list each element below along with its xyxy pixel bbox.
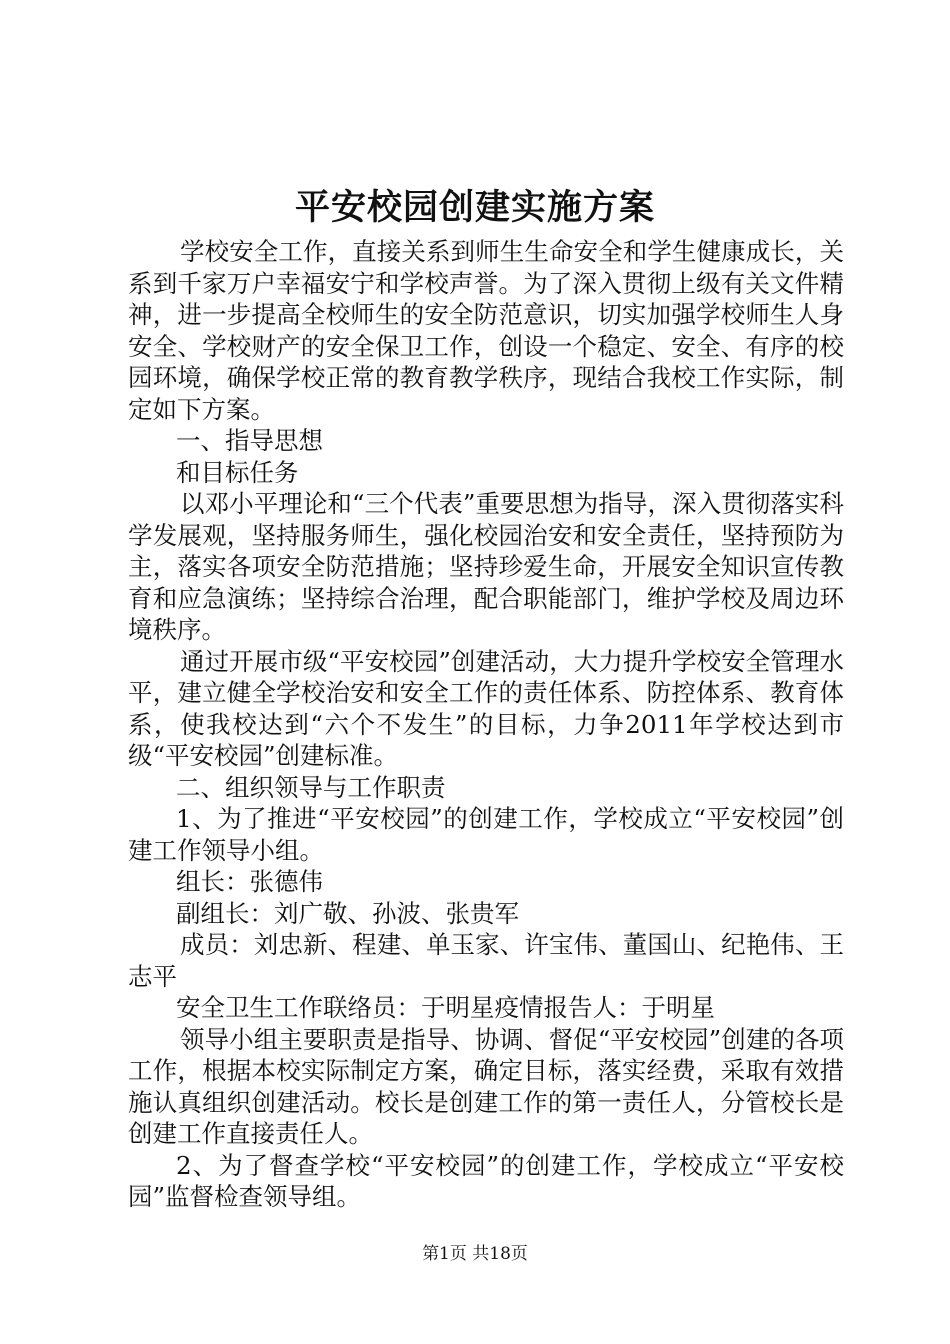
paragraph-duties: 领导小组主要职责是指导、协调、督促“平安校园”创建的各项工作，根据本校实际制定方案，确定目标，落实经费，采取有效措施认真组织创建活动。校长是创建工作的第一责任人，分管校长是创建工作直接责任人。 [128,1024,844,1148]
deputy-leader-line: 副组长：刘广敬、孙波、张贵军 [176,898,519,928]
document-body [128,236,844,1213]
section-heading-2: 二、组织领导与工作职责 [176,772,446,802]
paragraph-goal: 通过开展市级“平安校园”创建活动，大力提升学校安全管理水平，建立健全学校治安和安全工作的责任体系、防控体系、教育体系，使我校达到“六个不发生”的目标，力争2011年学校达到市级“平安校园”创建标准。 [128,646,844,770]
paragraph-guiding-thought: 以邓小平理论和“三个代表”重要思想为指导，深入贯彻落实科学发展观，坚持服务师生，强化校园治安和安全责任，坚持预防为主，落实各项安全防范措施；坚持珍爱生命，开展安全知识宣传教育和应急演练；坚持综合治理，配合职能部门，维护学校及周边环境秩序。 [128,489,844,644]
group-leader-line: 组长：张德伟 [176,867,323,896]
document-title: 平安校园创建实施方案 [294,187,655,228]
paragraph-intro: 学校安全工作，直接关系到师生生命安全和学生健康成长，关系到千家万户幸福安宁和学校声誉。为了深入贯彻上级有关文件精神，进一步提高全校师生的安全防范意识，切实加强学校师生人身安全、学校财产的安全保卫工作，创设一个稳定、安全、有序的校园环境，确保学校正常的教育教学秩序，现结合我校工作实际，制定如下方案。 [128,237,844,424]
liaison-line: 安全卫生工作联络员：于明星疫情报告人：于明星 [176,993,715,1022]
page-footer: 第1页 共18页 [422,1244,528,1264]
section-heading-1: 一、指导思想 [176,426,323,455]
section-heading-1-cont: 和目标任务 [176,457,299,487]
members-line: 成员：刘忠新、程建、单玉家、许宝伟、董国山、纪艳伟、王志平 [128,930,844,991]
paragraph-supervision-group: 2、为了督查学校“平安校园”的创建工作，学校成立“平安校园”监督检查领导组。 [128,1150,844,1211]
paragraph-leading-group: 1、为了推进“平安校园”的创建工作，学校成立“平安校园”创建工作领导小组。 [128,804,844,865]
